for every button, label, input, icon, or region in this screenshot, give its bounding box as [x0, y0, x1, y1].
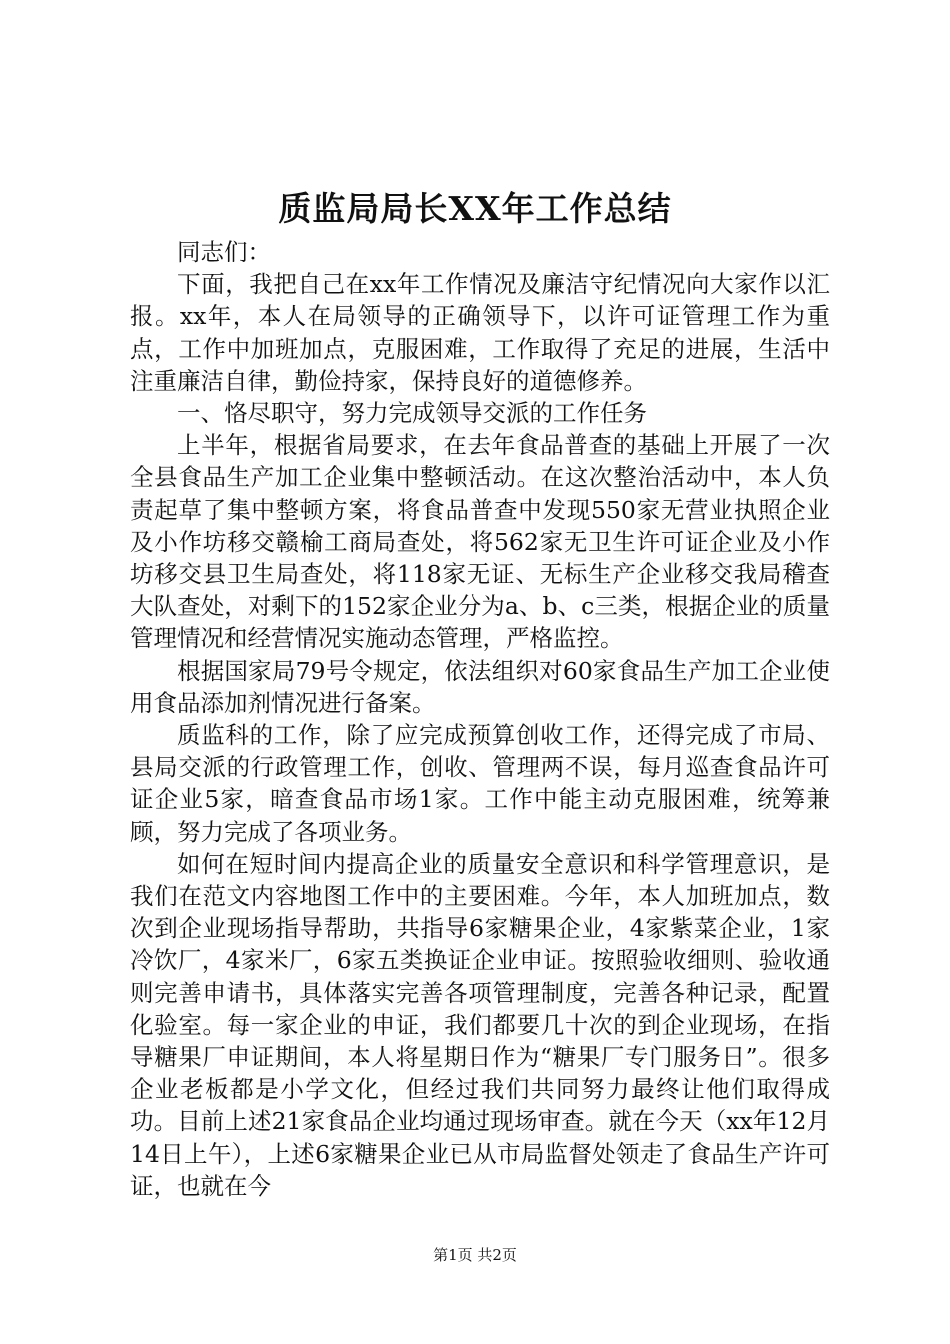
page-number-footer: 第1页 共2页: [433, 1246, 517, 1264]
paragraph-salutation: 同志们：: [177, 238, 271, 266]
section-heading-1: 一、恪尽职守，努力完成领导交派的工作任务: [177, 399, 647, 428]
paragraph-intro: 下面，我把自己在xx年工作情况及廉洁守纪情况向大家作以汇报。xx年，本人在局领导的正确领导下，以许可证管理工作为重点，工作中加班加点，克服困难，工作取得了充足的进展，生活中注重廉洁自律，勤俭持家，保持良好的道德修养。: [130, 270, 830, 395]
document-body: [130, 236, 830, 1202]
paragraph-additives: 根据国家局79号令规定，依法组织对60家食品生产加工企业使用食品添加剂情况进行备案。: [130, 656, 830, 717]
paragraph-rectification: 上半年，根据省局要求，在去年食品普查的基础上开展了一次全县食品生产加工企业集中整顿活动。在这次整治活动中，本人负责起草了集中整顿方案，将食品普查中发现550家无营业执照企业及小作坊移交赣榆工商局查处，将562家无卫生许可证企业及小作坊移交县卫生局查处，将118家无证、无标生产企业移交我局稽查大队查处，对剩下的152家企业分为a、b、c三类，根据企业的质量管理情况和经营情况实施动态管理，严格监控。: [130, 431, 830, 653]
document-title: 质监局局长XX年工作总结: [278, 189, 672, 228]
paragraph-department-work: 质监科的工作，除了应完成预算创收工作，还得完成了市局、县局交派的行政管理工作，创收、管理两不误，每月巡查食品许可证企业5家，暗查食品市场1家。工作中能主动克服困难，统筹兼顾，努力完成了各项业务。: [130, 721, 830, 846]
paragraph-certification: 如何在短时间内提高企业的质量安全意识和科学管理意识，是我们在范文内容地图工作中的主要困难。今年，本人加班加点，数次到企业现场指导帮助，共指导6家糖果企业，4家紫菜企业，1家冷饮厂，4家米厂，6家五类换证企业申证。按照验收细则、验收通则完善申请书，具体落实完善各项管理制度，完善各种记录，配置化验室。每一家企业的申证，我们都要几十次的到企业现场，在指导糖果厂申证期间，本人将星期日作为“糖果厂专门服务日”。很多企业老板都是小学文化，但经过我们共同努力最终让他们取得成功。目前上述21家食品企业均通过现场审查。就在今天（xx年12月14日上午），上述6家糖果企业已从市局监督处领走了食品生产许可证，也就在今: [130, 849, 830, 1200]
